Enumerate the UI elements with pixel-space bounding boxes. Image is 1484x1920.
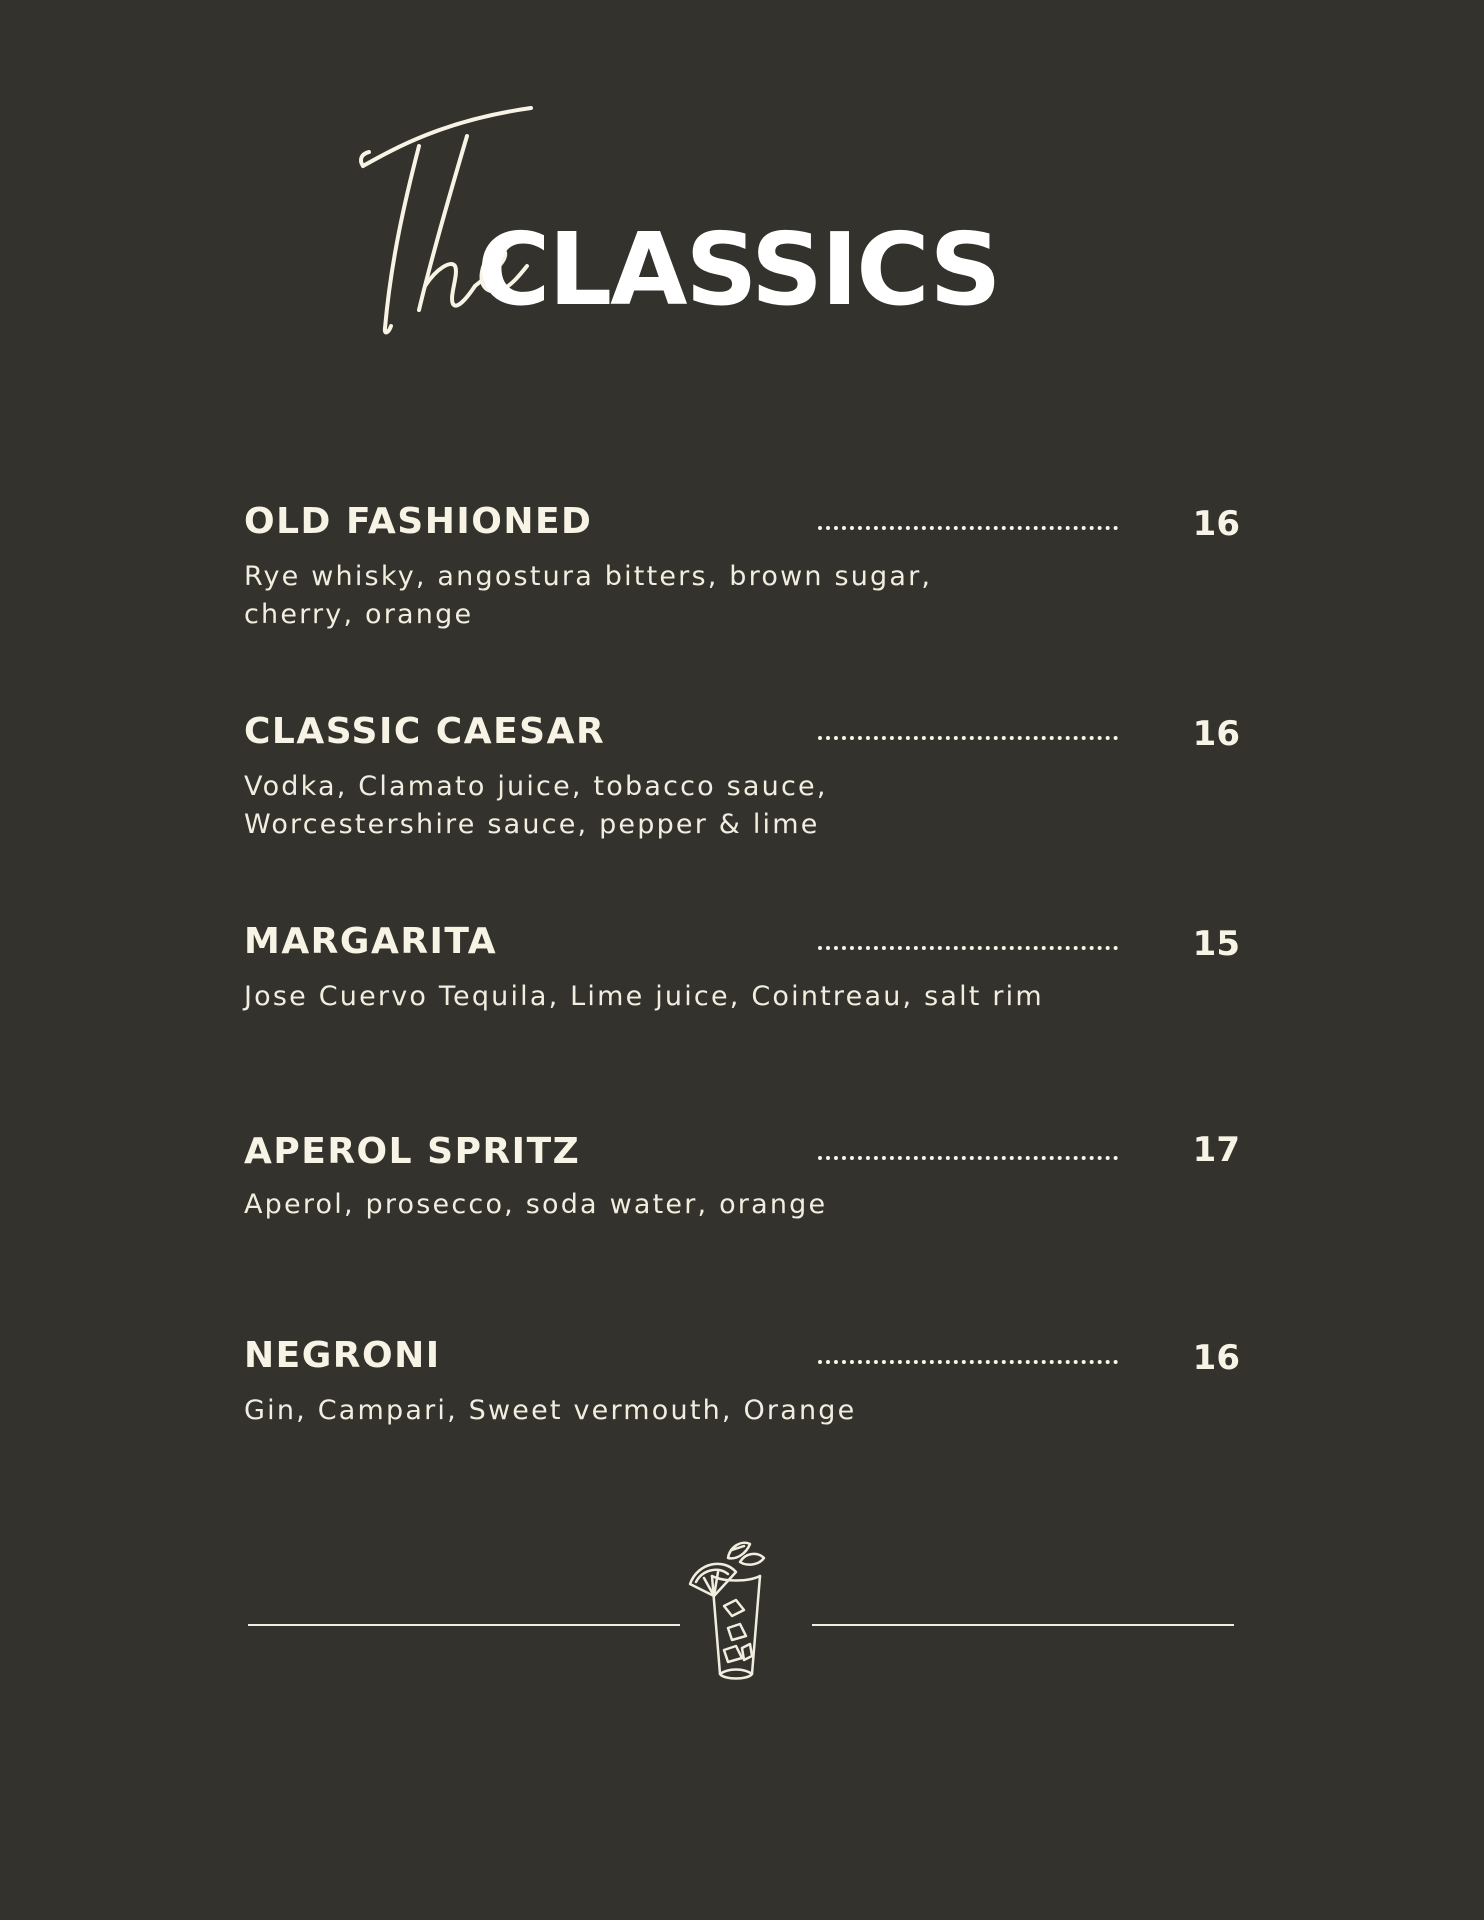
title-classics: CLASSICS: [477, 211, 1000, 328]
item-description: Vodka, Clamato juice, tobacco sauce, Worcestershire sauce, pepper & lime: [244, 771, 828, 840]
dot-leader: [818, 1360, 1118, 1364]
footer-rule-left: [248, 1624, 680, 1626]
item-name: OLD FASHIONED: [244, 501, 593, 542]
dot-leader: [818, 736, 1118, 740]
item-price: 17: [1192, 1130, 1240, 1170]
item-description: Gin, Campari, Sweet vermouth, Orange: [244, 1395, 857, 1426]
dot-leader: [818, 1156, 1118, 1160]
dot-leader: [818, 526, 1118, 530]
item-description: Rye whisky, angostura bitters, brown sugar, cherry, orange: [244, 561, 933, 630]
item-price: 16: [1192, 504, 1240, 544]
item-price: 16: [1192, 714, 1240, 754]
item-name: APEROL SPRITZ: [244, 1131, 581, 1172]
cocktail-glass-icon: [684, 1536, 784, 1686]
item-name: NEGRONI: [244, 1335, 441, 1376]
item-price: 15: [1192, 924, 1240, 964]
menu-title: [355, 100, 1005, 350]
item-description: Aperol, prosecco, soda water, orange: [244, 1189, 828, 1220]
footer-rule-right: [812, 1624, 1234, 1626]
item-name: CLASSIC CAESAR: [244, 711, 606, 752]
item-name: MARGARITA: [244, 921, 498, 962]
item-price: 16: [1192, 1338, 1240, 1378]
dot-leader: [818, 946, 1118, 950]
item-description: Jose Cuervo Tequila, Lime juice, Cointreau, salt rim: [244, 981, 1044, 1012]
